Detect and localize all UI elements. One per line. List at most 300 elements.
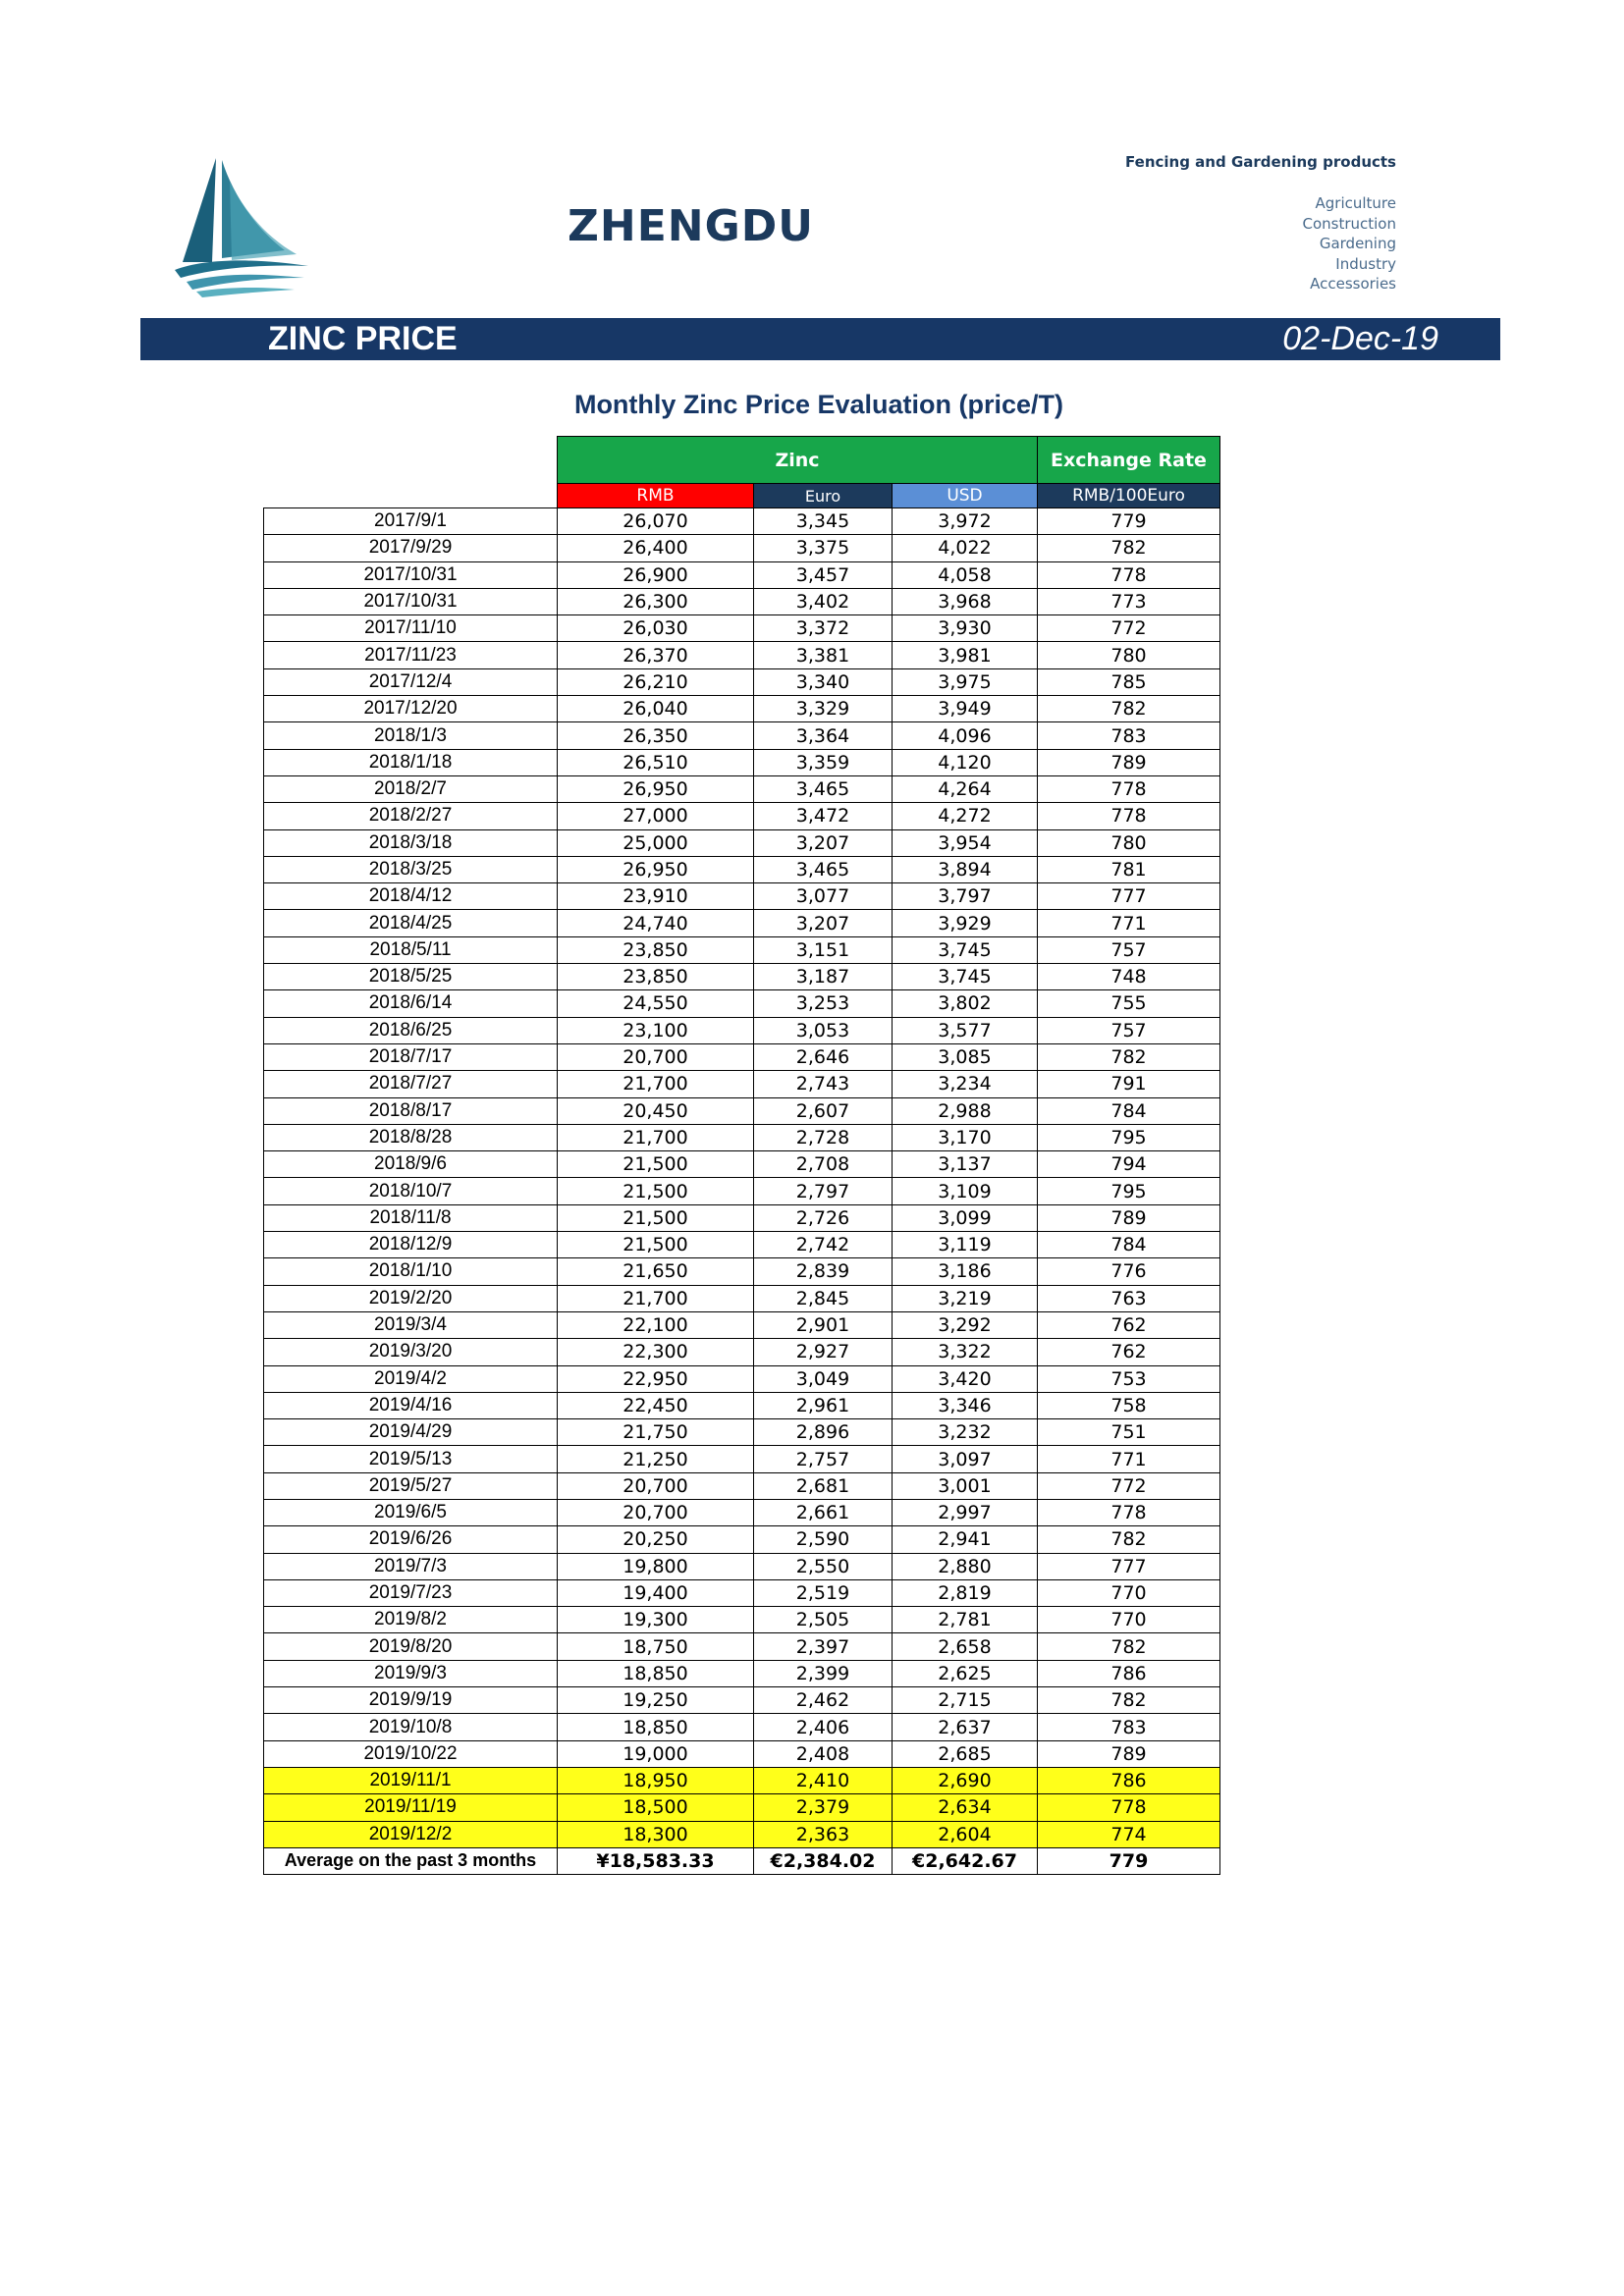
- sub-header-row: [264, 484, 1220, 508]
- usd-cell: 2,658: [893, 1633, 1038, 1660]
- euro-cell: 3,364: [754, 722, 893, 749]
- rate-cell: 795: [1038, 1124, 1220, 1150]
- euro-cell: 2,845: [754, 1285, 893, 1311]
- rate-cell: 770: [1038, 1579, 1220, 1606]
- table-row: [264, 803, 1220, 829]
- date-cell: 2018/10/7: [264, 1178, 558, 1204]
- rmb-cell: 26,350: [558, 722, 754, 749]
- euro-cell: 3,053: [754, 1017, 893, 1043]
- rmb-cell: 21,250: [558, 1446, 754, 1472]
- euro-cell: 2,397: [754, 1633, 893, 1660]
- table-row: [264, 1740, 1220, 1767]
- rate-cell: 774: [1038, 1821, 1220, 1847]
- date-cell: 2018/11/8: [264, 1204, 558, 1231]
- euro-cell: 3,372: [754, 615, 893, 642]
- date-cell: 2019/6/5: [264, 1499, 558, 1525]
- usd-cell: 3,972: [893, 508, 1038, 535]
- date-cell: 2018/1/18: [264, 749, 558, 775]
- rate-cell: 771: [1038, 1446, 1220, 1472]
- rate-cell: 777: [1038, 883, 1220, 910]
- rate-cell: 748: [1038, 964, 1220, 990]
- rate-cell: 758: [1038, 1392, 1220, 1418]
- date-cell: 2017/9/29: [264, 535, 558, 561]
- rmb-cell: 21,650: [558, 1258, 754, 1285]
- usd-cell: 3,894: [893, 856, 1038, 882]
- table-row: [264, 642, 1220, 668]
- usd-cell: 3,322: [893, 1339, 1038, 1365]
- rate-cell: 782: [1038, 1043, 1220, 1070]
- table-row: [264, 910, 1220, 936]
- table-title: Monthly Zinc Price Evaluation (price/T): [573, 390, 1064, 419]
- rate-cell: 755: [1038, 990, 1220, 1017]
- rate-cell: 773: [1038, 588, 1220, 614]
- usd-cell: 3,797: [893, 883, 1038, 910]
- header-blank: [264, 437, 558, 484]
- rmb-cell: 26,370: [558, 642, 754, 668]
- table-row: [264, 1043, 1220, 1070]
- table-row: [264, 508, 1220, 535]
- date-cell: 2019/7/23: [264, 1579, 558, 1606]
- date-cell: 2019/10/22: [264, 1740, 558, 1767]
- euro-cell: 2,896: [754, 1419, 893, 1446]
- euro-cell: 3,077: [754, 883, 893, 910]
- usd-cell: 4,096: [893, 722, 1038, 749]
- banner-date: 02-Dec-19: [1282, 320, 1438, 357]
- group-header-row: [264, 437, 1220, 484]
- euro-cell: 2,726: [754, 1204, 893, 1231]
- date-cell: 2019/8/2: [264, 1607, 558, 1633]
- table-row: [264, 1151, 1220, 1178]
- usd-cell: 3,137: [893, 1151, 1038, 1178]
- usd-cell: 3,954: [893, 829, 1038, 856]
- euro-cell: 3,151: [754, 936, 893, 963]
- date-cell: 2019/5/13: [264, 1446, 558, 1472]
- sailboat-logo-icon: [167, 152, 314, 299]
- usd-cell: 2,997: [893, 1499, 1038, 1525]
- rmb-cell: 20,700: [558, 1472, 754, 1499]
- date-cell: 2017/10/31: [264, 588, 558, 614]
- rmb-cell: 21,700: [558, 1285, 754, 1311]
- euro-cell: 2,408: [754, 1740, 893, 1767]
- usd-cell: 3,186: [893, 1258, 1038, 1285]
- usd-cell: 3,981: [893, 642, 1038, 668]
- euro-cell: 3,340: [754, 668, 893, 695]
- table-row: [264, 668, 1220, 695]
- date-cell: 2018/2/7: [264, 775, 558, 802]
- rate-cell: 780: [1038, 829, 1220, 856]
- rmb-cell: 19,250: [558, 1687, 754, 1714]
- table-row: [264, 1526, 1220, 1553]
- rmb-cell: 25,000: [558, 829, 754, 856]
- date-cell: 2018/6/25: [264, 1017, 558, 1043]
- usd-cell: 3,745: [893, 964, 1038, 990]
- euro-cell: 2,681: [754, 1472, 893, 1499]
- usd-cell: 3,170: [893, 1124, 1038, 1150]
- euro-cell: 2,757: [754, 1446, 893, 1472]
- rmb-cell: 20,450: [558, 1097, 754, 1124]
- usd-cell: 3,109: [893, 1178, 1038, 1204]
- rate-cell: 786: [1038, 1767, 1220, 1793]
- average-rate: 779: [1038, 1847, 1220, 1874]
- euro-cell: 2,379: [754, 1794, 893, 1821]
- euro-cell: 3,465: [754, 775, 893, 802]
- rate-cell: 772: [1038, 1472, 1220, 1499]
- rate-cell: 782: [1038, 1633, 1220, 1660]
- table-row: [264, 775, 1220, 802]
- usd-cell: 2,941: [893, 1526, 1038, 1553]
- euro-cell: 3,359: [754, 749, 893, 775]
- rate-cell: 762: [1038, 1339, 1220, 1365]
- usd-cell: 3,420: [893, 1365, 1038, 1392]
- rate-cell: 779: [1038, 508, 1220, 535]
- usd-cell: 2,988: [893, 1097, 1038, 1124]
- euro-cell: 2,406: [754, 1714, 893, 1740]
- table-row: [264, 1714, 1220, 1740]
- usd-cell: 2,690: [893, 1767, 1038, 1793]
- rmb-cell: 26,950: [558, 775, 754, 802]
- date-cell: 2018/1/3: [264, 722, 558, 749]
- rmb-cell: 23,850: [558, 936, 754, 963]
- euro-cell: 3,472: [754, 803, 893, 829]
- date-cell: 2018/3/25: [264, 856, 558, 882]
- date-cell: 2017/12/4: [264, 668, 558, 695]
- rmb-cell: 26,040: [558, 696, 754, 722]
- usd-cell: 3,949: [893, 696, 1038, 722]
- category-gardening: Gardening: [1319, 235, 1396, 252]
- usd-cell: 2,781: [893, 1607, 1038, 1633]
- euro-cell: 3,207: [754, 910, 893, 936]
- date-cell: 2017/10/31: [264, 561, 558, 588]
- date-cell: 2019/8/20: [264, 1633, 558, 1660]
- usd-cell: 3,930: [893, 615, 1038, 642]
- date-cell: 2017/11/10: [264, 615, 558, 642]
- usd-cell: 3,232: [893, 1419, 1038, 1446]
- rate-cell: 778: [1038, 561, 1220, 588]
- date-cell: 2018/5/11: [264, 936, 558, 963]
- date-cell: 2018/9/6: [264, 1151, 558, 1178]
- table-row: [264, 615, 1220, 642]
- usd-cell: 3,001: [893, 1472, 1038, 1499]
- rate-cell: 780: [1038, 642, 1220, 668]
- date-cell: 2017/12/20: [264, 696, 558, 722]
- rate-cell: 782: [1038, 696, 1220, 722]
- euro-cell: 3,049: [754, 1365, 893, 1392]
- rate-cell: 753: [1038, 1365, 1220, 1392]
- rate-cell: 782: [1038, 1687, 1220, 1714]
- table-row: [264, 1097, 1220, 1124]
- euro-cell: 2,661: [754, 1499, 893, 1525]
- rmb-cell: 19,000: [558, 1740, 754, 1767]
- rmb-cell: 21,700: [558, 1071, 754, 1097]
- table-row: [264, 1687, 1220, 1714]
- euro-cell: 2,742: [754, 1232, 893, 1258]
- category-accessories: Accessories: [1310, 275, 1396, 293]
- usd-cell: 3,929: [893, 910, 1038, 936]
- rate-cell: 785: [1038, 668, 1220, 695]
- rmb-cell: 22,300: [558, 1339, 754, 1365]
- euro-cell: 2,743: [754, 1071, 893, 1097]
- usd-cell: 4,272: [893, 803, 1038, 829]
- usd-cell: 3,968: [893, 588, 1038, 614]
- category-industry: Industry: [1335, 254, 1396, 273]
- table-row: [264, 1472, 1220, 1499]
- date-cell: 2019/4/16: [264, 1392, 558, 1418]
- rate-cell: 782: [1038, 535, 1220, 561]
- euro-cell: 3,345: [754, 508, 893, 535]
- euro-cell: 3,187: [754, 964, 893, 990]
- date-cell: 2019/4/29: [264, 1419, 558, 1446]
- table-row: [264, 1232, 1220, 1258]
- euro-column-header: Euro: [754, 484, 893, 508]
- usd-cell: 3,234: [893, 1071, 1038, 1097]
- table-row: [264, 1499, 1220, 1525]
- euro-cell: 2,927: [754, 1339, 893, 1365]
- rmb-cell: 23,910: [558, 883, 754, 910]
- rmb-cell: 26,400: [558, 535, 754, 561]
- table-row: [264, 696, 1220, 722]
- rate-cell: 771: [1038, 910, 1220, 936]
- category-construction: Construction: [1302, 214, 1396, 233]
- brand-name: ZHENGDU: [568, 201, 814, 251]
- average-rmb: ¥18,583.33: [558, 1847, 754, 1874]
- rate-cell: 794: [1038, 1151, 1220, 1178]
- usd-cell: 2,819: [893, 1579, 1038, 1606]
- rate-cell: 776: [1038, 1258, 1220, 1285]
- date-cell: 2017/11/23: [264, 642, 558, 668]
- usd-cell: 2,715: [893, 1687, 1038, 1714]
- euro-cell: 2,797: [754, 1178, 893, 1204]
- usd-cell: 2,625: [893, 1660, 1038, 1686]
- rmb-cell: 26,510: [558, 749, 754, 775]
- usd-cell: 2,880: [893, 1553, 1038, 1579]
- rate-cell: 777: [1038, 1553, 1220, 1579]
- rmb-cell: 26,030: [558, 615, 754, 642]
- table-row: [264, 749, 1220, 775]
- table-row: [264, 1071, 1220, 1097]
- usd-cell: 4,264: [893, 775, 1038, 802]
- euro-cell: 2,519: [754, 1579, 893, 1606]
- rate-cell: 778: [1038, 775, 1220, 802]
- rmb-cell: 21,500: [558, 1151, 754, 1178]
- table-row: [264, 561, 1220, 588]
- date-cell: 2018/8/28: [264, 1124, 558, 1150]
- banner-title: ZINC PRICE: [268, 320, 458, 357]
- rate-cell: 795: [1038, 1178, 1220, 1204]
- average-row: [264, 1847, 1220, 1874]
- rmb-cell: 26,070: [558, 508, 754, 535]
- rmb-cell: 18,300: [558, 1821, 754, 1847]
- date-cell: 2019/6/26: [264, 1526, 558, 1553]
- euro-cell: 2,462: [754, 1687, 893, 1714]
- usd-column-header: USD: [893, 484, 1038, 508]
- usd-cell: 3,802: [893, 990, 1038, 1017]
- table-row: [264, 1579, 1220, 1606]
- euro-cell: 3,207: [754, 829, 893, 856]
- usd-cell: 3,346: [893, 1392, 1038, 1418]
- euro-cell: 2,590: [754, 1526, 893, 1553]
- rate-cell: 789: [1038, 749, 1220, 775]
- date-cell: 2019/7/3: [264, 1553, 558, 1579]
- euro-cell: 2,399: [754, 1660, 893, 1686]
- date-cell: 2019/11/19: [264, 1794, 558, 1821]
- table-row: [264, 1446, 1220, 1472]
- rate-cell: 770: [1038, 1607, 1220, 1633]
- rate-column-header: RMB/100Euro: [1038, 484, 1220, 508]
- date-cell: 2019/9/3: [264, 1660, 558, 1686]
- date-cell: 2019/3/20: [264, 1339, 558, 1365]
- date-cell: 2019/9/19: [264, 1687, 558, 1714]
- title-banner: [140, 318, 1500, 360]
- date-cell: 2019/11/1: [264, 1767, 558, 1793]
- table-row: [264, 883, 1220, 910]
- rate-cell: 789: [1038, 1740, 1220, 1767]
- table-row: [264, 936, 1220, 963]
- rate-cell: 757: [1038, 1017, 1220, 1043]
- rate-cell: 763: [1038, 1285, 1220, 1311]
- usd-cell: 4,120: [893, 749, 1038, 775]
- date-cell: 2019/12/2: [264, 1821, 558, 1847]
- rmb-cell: 18,950: [558, 1767, 754, 1793]
- usd-cell: 3,975: [893, 668, 1038, 695]
- rmb-cell: 19,800: [558, 1553, 754, 1579]
- euro-cell: 2,839: [754, 1258, 893, 1285]
- euro-cell: 3,375: [754, 535, 893, 561]
- rate-cell: 789: [1038, 1204, 1220, 1231]
- tagline: Fencing and Gardening products: [1125, 153, 1396, 171]
- rate-cell: 786: [1038, 1660, 1220, 1686]
- average-usd: €2,642.67: [893, 1847, 1038, 1874]
- usd-cell: 3,577: [893, 1017, 1038, 1043]
- rmb-cell: 21,500: [558, 1204, 754, 1231]
- rmb-cell: 18,500: [558, 1794, 754, 1821]
- date-cell: 2017/9/1: [264, 508, 558, 535]
- table-row: [264, 1767, 1220, 1793]
- date-cell: 2019/3/4: [264, 1311, 558, 1338]
- euro-cell: 2,901: [754, 1311, 893, 1338]
- date-cell: 2018/7/27: [264, 1071, 558, 1097]
- usd-cell: 3,097: [893, 1446, 1038, 1472]
- rmb-cell: 18,850: [558, 1714, 754, 1740]
- rmb-cell: 24,550: [558, 990, 754, 1017]
- rmb-cell: 18,850: [558, 1660, 754, 1686]
- rmb-cell: 26,210: [558, 668, 754, 695]
- date-cell: 2018/2/27: [264, 803, 558, 829]
- rmb-cell: 27,000: [558, 803, 754, 829]
- table-row: [264, 1339, 1220, 1365]
- subheader-blank: [264, 484, 558, 508]
- rmb-cell: 20,700: [558, 1043, 754, 1070]
- rmb-cell: 22,950: [558, 1365, 754, 1392]
- date-cell: 2018/7/17: [264, 1043, 558, 1070]
- rate-cell: 783: [1038, 1714, 1220, 1740]
- table-row: [264, 1178, 1220, 1204]
- date-cell: 2018/8/17: [264, 1097, 558, 1124]
- table-row: [264, 990, 1220, 1017]
- rate-cell: 781: [1038, 856, 1220, 882]
- rmb-cell: 18,750: [558, 1633, 754, 1660]
- zinc-price-table: [263, 436, 1220, 1875]
- rmb-cell: 23,100: [558, 1017, 754, 1043]
- rate-cell: 772: [1038, 615, 1220, 642]
- table-row: [264, 1285, 1220, 1311]
- usd-cell: 4,022: [893, 535, 1038, 561]
- rmb-cell: 20,250: [558, 1526, 754, 1553]
- table-row: [264, 1311, 1220, 1338]
- rate-cell: 778: [1038, 803, 1220, 829]
- usd-cell: 2,634: [893, 1794, 1038, 1821]
- rmb-cell: 20,700: [558, 1499, 754, 1525]
- euro-cell: 3,457: [754, 561, 893, 588]
- usd-cell: 3,119: [893, 1232, 1038, 1258]
- rmb-column-header: RMB: [558, 484, 754, 508]
- euro-cell: 2,363: [754, 1821, 893, 1847]
- rmb-cell: 21,500: [558, 1232, 754, 1258]
- table-row: [264, 1258, 1220, 1285]
- euro-cell: 2,550: [754, 1553, 893, 1579]
- rate-cell: 791: [1038, 1071, 1220, 1097]
- euro-cell: 2,607: [754, 1097, 893, 1124]
- rmb-cell: 21,500: [558, 1178, 754, 1204]
- rate-cell: 778: [1038, 1794, 1220, 1821]
- rmb-cell: 26,900: [558, 561, 754, 588]
- rate-cell: 784: [1038, 1097, 1220, 1124]
- euro-cell: 3,253: [754, 990, 893, 1017]
- average-euro: €2,384.02: [754, 1847, 893, 1874]
- table-row: [264, 1419, 1220, 1446]
- euro-cell: 2,728: [754, 1124, 893, 1150]
- date-cell: 2019/5/27: [264, 1472, 558, 1499]
- table-row: [264, 1365, 1220, 1392]
- rmb-cell: 19,400: [558, 1579, 754, 1606]
- usd-cell: 3,745: [893, 936, 1038, 963]
- euro-cell: 3,465: [754, 856, 893, 882]
- date-cell: 2018/1/10: [264, 1258, 558, 1285]
- rmb-cell: 21,700: [558, 1124, 754, 1150]
- rmb-cell: 22,450: [558, 1392, 754, 1418]
- table-row: [264, 964, 1220, 990]
- euro-cell: 2,961: [754, 1392, 893, 1418]
- rmb-cell: 19,300: [558, 1607, 754, 1633]
- rmb-cell: 21,750: [558, 1419, 754, 1446]
- usd-cell: 3,292: [893, 1311, 1038, 1338]
- table-row: [264, 829, 1220, 856]
- date-cell: 2019/2/20: [264, 1285, 558, 1311]
- table-row: [264, 1204, 1220, 1231]
- table-row: [264, 1633, 1220, 1660]
- euro-cell: 2,505: [754, 1607, 893, 1633]
- zinc-group-header: Zinc: [558, 437, 1038, 484]
- rate-cell: 778: [1038, 1499, 1220, 1525]
- date-cell: 2018/4/12: [264, 883, 558, 910]
- euro-cell: 3,329: [754, 696, 893, 722]
- usd-cell: 3,085: [893, 1043, 1038, 1070]
- euro-cell: 2,646: [754, 1043, 893, 1070]
- table-row: [264, 535, 1220, 561]
- date-cell: 2019/10/8: [264, 1714, 558, 1740]
- category-list: [1302, 193, 1396, 294]
- table-row: [264, 856, 1220, 882]
- euro-cell: 2,410: [754, 1767, 893, 1793]
- rate-cell: 782: [1038, 1526, 1220, 1553]
- usd-cell: 3,219: [893, 1285, 1038, 1311]
- table-row: [264, 722, 1220, 749]
- date-cell: 2018/3/18: [264, 829, 558, 856]
- rate-cell: 762: [1038, 1311, 1220, 1338]
- average-label: Average on the past 3 months: [264, 1847, 558, 1874]
- rmb-cell: 22,100: [558, 1311, 754, 1338]
- table-row: [264, 1553, 1220, 1579]
- euro-cell: 2,708: [754, 1151, 893, 1178]
